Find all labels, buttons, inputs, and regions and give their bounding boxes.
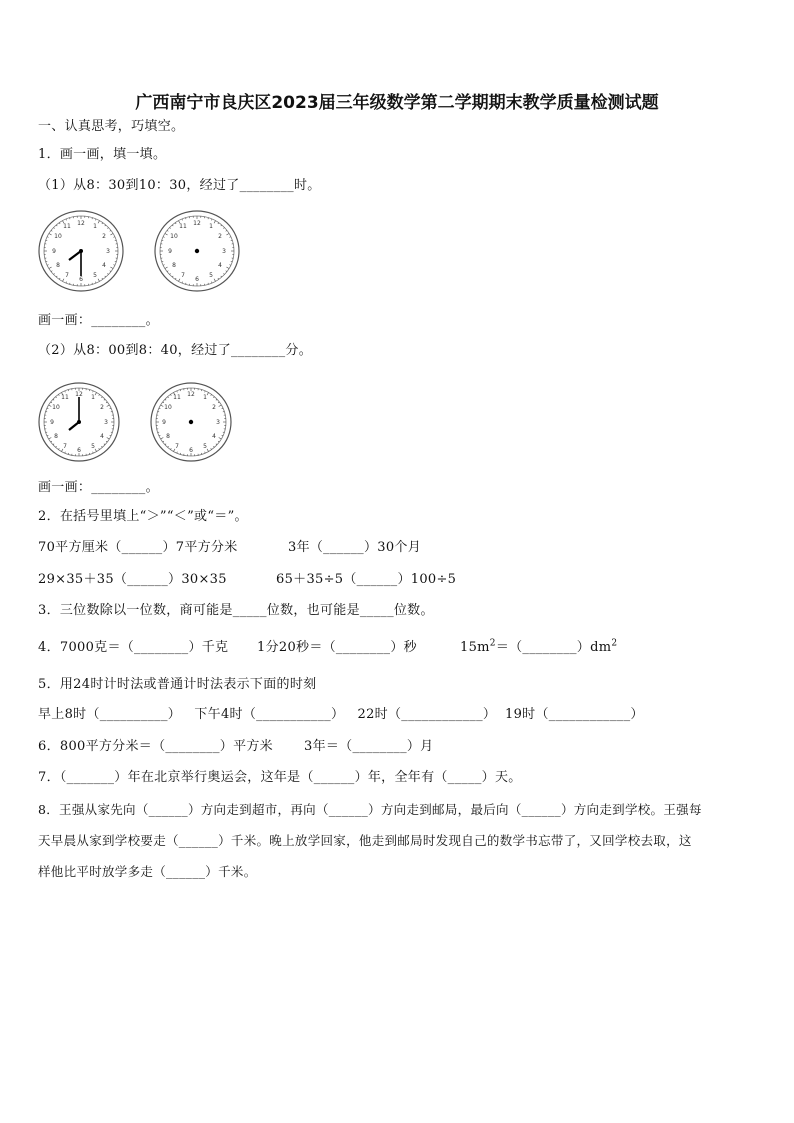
q4c-sup-1: 2 xyxy=(489,638,496,649)
svg-text:4: 4 xyxy=(102,262,106,269)
q4c-mid: ＝（________）dm xyxy=(495,640,612,655)
svg-text:3: 3 xyxy=(222,248,226,255)
svg-text:5: 5 xyxy=(209,272,213,279)
svg-text:5: 5 xyxy=(93,272,97,279)
clock-face-830 xyxy=(36,208,126,294)
question-7: 7．（_______）年在北京举行奥运会，这年是（______）年，全年有（_____）天。 xyxy=(38,770,522,785)
svg-text:2: 2 xyxy=(218,233,222,240)
question-2-row-1b: 3年（______）30个月 xyxy=(288,540,422,555)
svg-text:10: 10 xyxy=(52,404,60,411)
clock-face-blank-2 xyxy=(148,380,234,464)
svg-text:7: 7 xyxy=(63,443,67,450)
svg-text:1: 1 xyxy=(209,223,213,230)
svg-text:8: 8 xyxy=(54,433,58,440)
question-4c xyxy=(460,639,617,657)
q4c-pre: 15m xyxy=(460,640,490,655)
svg-text:3: 3 xyxy=(106,248,110,255)
svg-text:2: 2 xyxy=(102,233,106,240)
svg-text:7: 7 xyxy=(65,272,69,279)
svg-text:8: 8 xyxy=(56,262,60,269)
svg-text:6: 6 xyxy=(77,447,81,454)
svg-text:5: 5 xyxy=(91,443,95,450)
svg-text:2: 2 xyxy=(212,404,216,411)
question-8-line-1: 8．王强从家先向（______）方向走到超市，再向（______）方向走到邮局，最后向（______）方向走到学校。王强每 xyxy=(38,802,702,817)
svg-text:5: 5 xyxy=(203,443,207,450)
svg-text:3: 3 xyxy=(216,419,220,426)
question-2-row-2b: 65＋35÷5（______）100÷5 xyxy=(276,572,457,587)
svg-text:9: 9 xyxy=(162,419,166,426)
svg-text:11: 11 xyxy=(61,394,69,401)
q4c-sup-2: 2 xyxy=(611,638,618,649)
svg-text:1: 1 xyxy=(91,394,95,401)
svg-text:6: 6 xyxy=(79,276,83,283)
svg-text:10: 10 xyxy=(54,233,62,240)
svg-text:7: 7 xyxy=(181,272,185,279)
question-1-heading: 1．画一画，填一填。 xyxy=(38,147,167,162)
svg-text:8: 8 xyxy=(166,433,170,440)
question-1-part-2: （2）从8：00到8：40，经过了________分。 xyxy=(38,343,312,358)
clock-face-800 xyxy=(36,380,122,464)
draw-answer-2: 画一画：________。 xyxy=(38,480,159,495)
svg-text:1: 1 xyxy=(203,394,207,401)
svg-text:11: 11 xyxy=(173,394,181,401)
draw-answer-1: 画一画：________。 xyxy=(38,313,159,328)
question-5-row: 早上8时（__________） 下午4时（___________） 22时（____________） 19时（____________） xyxy=(38,707,644,722)
question-4a: 4．7000克＝（________）千克 xyxy=(38,640,229,655)
svg-text:9: 9 xyxy=(168,248,172,255)
question-3: 3．三位数除以一位数，商可能是_____位数，也可能是_____位数。 xyxy=(38,603,434,618)
svg-text:12: 12 xyxy=(193,220,201,227)
question-2-row-1a: 70平方厘米（______）7平方分米 xyxy=(38,540,238,555)
question-5-heading: 5．用24时计时法或普通计时法表示下面的时刻 xyxy=(38,677,317,692)
question-1-part-1: （1）从8：30到10：30，经过了________时。 xyxy=(38,178,321,193)
svg-text:12: 12 xyxy=(77,220,85,227)
svg-text:11: 11 xyxy=(63,223,71,230)
svg-text:8: 8 xyxy=(172,262,176,269)
svg-text:6: 6 xyxy=(195,276,199,283)
svg-text:11: 11 xyxy=(179,223,187,230)
clock-face-blank-1 xyxy=(152,208,242,294)
svg-text:6: 6 xyxy=(189,447,193,454)
question-2-row-2a: 29×35＋35（______）30×35 xyxy=(38,572,227,587)
svg-text:4: 4 xyxy=(218,262,222,269)
svg-text:1: 1 xyxy=(93,223,97,230)
question-8-line-3: 样他比平时放学多走（______）千米。 xyxy=(38,864,257,879)
svg-text:4: 4 xyxy=(100,433,104,440)
svg-text:10: 10 xyxy=(170,233,178,240)
question-4b: 1分20秒＝（________）秒 xyxy=(257,640,417,655)
svg-text:3: 3 xyxy=(104,419,108,426)
svg-text:9: 9 xyxy=(52,248,56,255)
svg-text:12: 12 xyxy=(187,391,195,398)
svg-text:9: 9 xyxy=(50,419,54,426)
svg-text:12: 12 xyxy=(75,391,83,398)
section-heading: 一、认真思考，巧填空。 xyxy=(38,119,185,134)
svg-text:2: 2 xyxy=(100,404,104,411)
page-title: 广西南宁市良庆区2023届三年级数学第二学期期末教学质量检测试题 xyxy=(135,93,659,113)
question-6: 6．800平方分米＝（________）平方米 3年＝（________）月 xyxy=(38,739,434,754)
svg-text:7: 7 xyxy=(175,443,179,450)
svg-text:10: 10 xyxy=(164,404,172,411)
svg-text:4: 4 xyxy=(212,433,216,440)
question-2-heading: 2．在括号里填上“＞”“＜”或“＝”。 xyxy=(38,509,248,524)
question-8-line-2: 天早晨从家到学校要走（______）千米。晚上放学回家，他走到邮局时发现自己的数学书忘带了，又回学校去取，这 xyxy=(38,833,692,848)
